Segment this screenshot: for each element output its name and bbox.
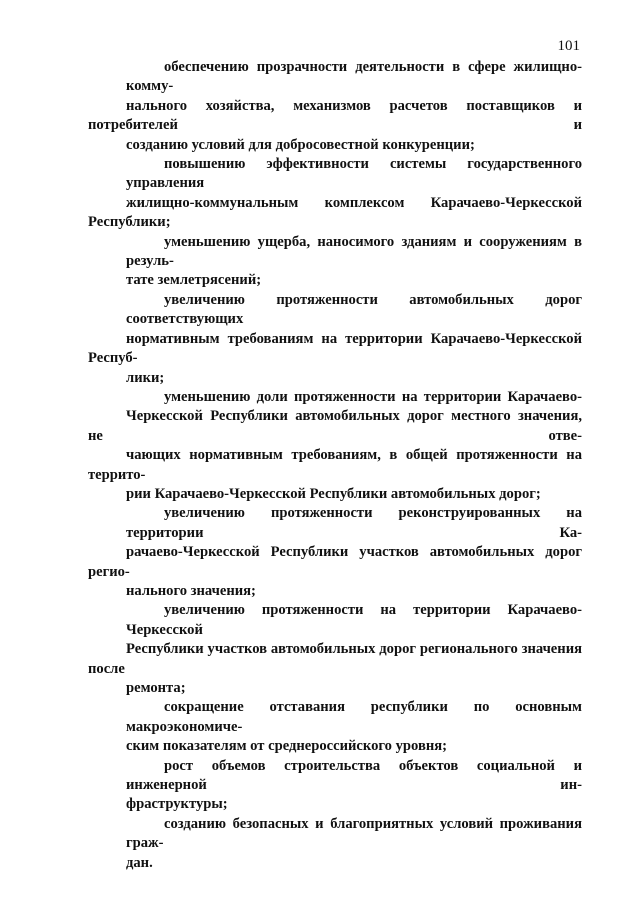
text-line: нального значения; — [126, 582, 256, 599]
text-line: рост объемов строительства объектов социальной и инженерной ин- — [126, 757, 582, 794]
page-number: 101 — [557, 38, 580, 54]
paragraph-transparency — [88, 58, 582, 155]
paragraph-construction — [88, 757, 582, 815]
text-line: рии Карачаево-Черкесской Республики автомобильных дорог; — [126, 485, 541, 502]
text-line: увеличению протяженности на территории Карачаево-Черкесской — [126, 602, 582, 638]
text-line: увеличению протяженности автомобильных дорог соответствующих — [126, 291, 582, 328]
text-line: ским показателям от среднероссийского уровня; — [126, 738, 448, 755]
text-line: нормативным требованиям на территории Карачаево-Черкесской Респуб- — [88, 330, 582, 367]
text-line: рачаево-Черкесской Республики участков автомобильных дорог регио- — [88, 544, 582, 580]
text-line: Черкесской Республики автомобильных дорог местного значения, не отве- — [88, 408, 582, 444]
paragraph-roads-standards — [88, 291, 582, 388]
text-line: Республики участков автомобильных дорог регионального значения после — [88, 641, 582, 677]
paragraph-macroeconomic — [88, 698, 582, 756]
text-line: сокращение отставания республики по основным макроэкономиче- — [126, 699, 582, 735]
paragraph-earthquake — [88, 233, 582, 291]
paragraph-repair — [88, 601, 582, 698]
text-line: уменьшению доли протяженности на территории Карачаево- — [164, 388, 582, 405]
text-line: жилищно-коммунальным комплексом Карачаево-Черкесской Республики; — [88, 194, 582, 231]
text-line: нального хозяйства, механизмов расчетов поставщиков и потребителей и — [88, 97, 582, 134]
body-text — [88, 58, 582, 873]
paragraph-local-roads — [88, 388, 582, 504]
text-line: ремонта; — [126, 680, 186, 696]
text-line: созданию безопасных и благоприятных условий проживания граж- — [126, 815, 582, 852]
text-line: фраструктуры; — [126, 796, 228, 813]
paragraph-governance — [88, 155, 582, 233]
text-line: уменьшению ущерба, наносимого зданиям и сооружениям в резуль- — [126, 233, 582, 270]
text-line: тате землетрясений; — [126, 272, 262, 289]
paragraph-reconstruction — [88, 504, 582, 601]
text-line: увеличению протяженности реконструированных на территории Ка- — [126, 505, 582, 541]
text-line: чающих нормативным требованиям, в общей протяженности на террито- — [88, 447, 582, 483]
text-line: лики; — [126, 369, 165, 386]
paragraph-living-conditions — [88, 815, 582, 873]
text-line: дан. — [126, 854, 153, 871]
text-line: повышению эффективности системы государственного управления — [126, 156, 582, 192]
text-line: обеспечению прозрачности деятельности в сфере жилищно-комму- — [126, 59, 582, 95]
text-line: созданию условий для добросовестной конкуренции; — [126, 136, 475, 153]
